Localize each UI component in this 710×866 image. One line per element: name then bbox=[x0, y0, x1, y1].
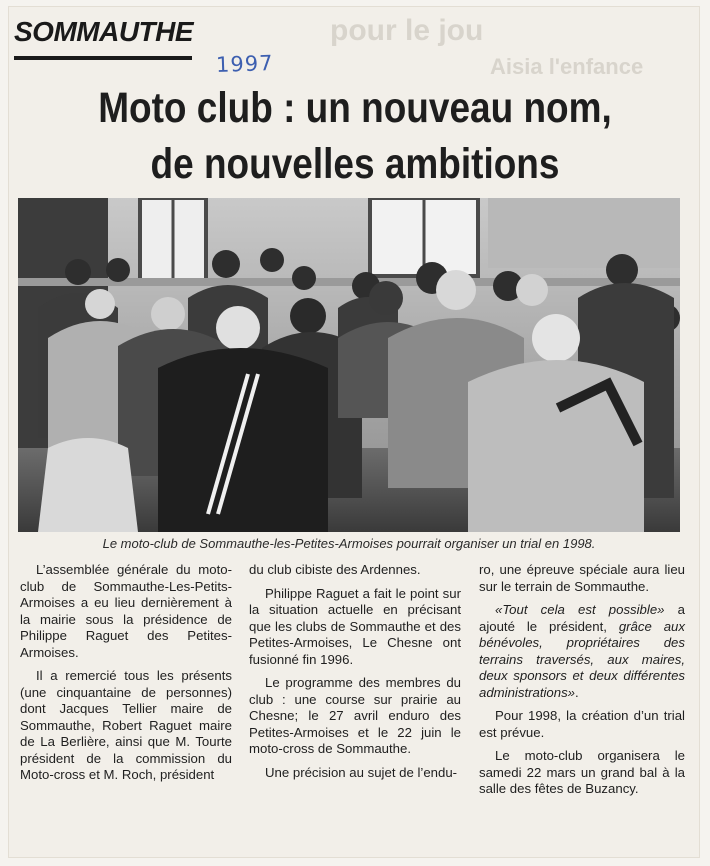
article-column-3 bbox=[479, 562, 685, 805]
paragraph: Le moto-club organisera le samedi 22 mars un grand bal à la salle des fêtes de Buzancy. bbox=[479, 748, 685, 796]
paragraph: L’assemblée générale du moto-club de Sommauthe-Les-Petits-Armoises a eu lieu dernièrement à la mairie sous la présidence de Philippe Raguet des Petites-Armoises. bbox=[20, 562, 232, 660]
quote: «Tout cela est possible» bbox=[495, 602, 665, 617]
article-column-1 bbox=[20, 562, 232, 791]
paragraph: Il a remercié tous les présents (une cinquantaine de personnes) dont Jacques Tellier maire de Sommauthe, Robert Raguet maire de La Berlière, ainsi que M. Tourte président de la commission du Moto-cross et M. Roch, président bbox=[20, 668, 232, 782]
quote-continuation: grâce aux bénévoles, propriétaires des terrains traversés, aux maires, deux sponsors et deux différentes administrations» bbox=[479, 618, 685, 700]
handwritten-year: 1997 bbox=[215, 51, 274, 77]
article-column-2 bbox=[249, 562, 461, 788]
photo-caption: Le moto-club de Sommauthe-les-Petites-Armoises pourrait organiser un trial en 1998. bbox=[102, 536, 596, 551]
paragraph: Le programme des membres du club : une course sur prairie au Chesne; le 27 avril enduro des Petites-Armoises et le 22 juin le moto-cross de Sommauthe. bbox=[249, 675, 461, 756]
bleed-through-text: pour le jou bbox=[330, 14, 484, 47]
quote-end: . bbox=[575, 684, 579, 700]
quote-paragraph bbox=[479, 602, 685, 701]
paragraph: du club cibiste des Ardennes. bbox=[249, 562, 421, 577]
bleed-through-text: Aisia l'enfance bbox=[490, 54, 644, 79]
quote-attribution: a ajouté le président, bbox=[479, 602, 685, 634]
photo-illustration bbox=[18, 198, 680, 532]
headline-line-1: Moto club : un nouveau nom, bbox=[98, 84, 612, 132]
headline bbox=[84, 80, 626, 192]
paragraph: Pour 1998, la création d’un trial est prévue. bbox=[479, 708, 685, 740]
group-meeting-photo bbox=[18, 198, 680, 532]
paragraph: Philippe Raguet a fait le point sur la situation actuelle en précisant que les clubs de Sommauthe et des Petites-Armoises, Le Chesne ont fusionné fin 1996. bbox=[249, 585, 461, 667]
paragraph: ro, une épreuve spéciale aura lieu sur le terrain de Sommauthe. bbox=[479, 562, 685, 594]
paragraph: Une précision au sujet de l’endu- bbox=[265, 764, 458, 780]
section-title: SOMMAUTHE bbox=[14, 16, 194, 47]
headline-line-2: de nouvelles ambitions bbox=[150, 140, 560, 188]
section-rule bbox=[14, 56, 192, 60]
